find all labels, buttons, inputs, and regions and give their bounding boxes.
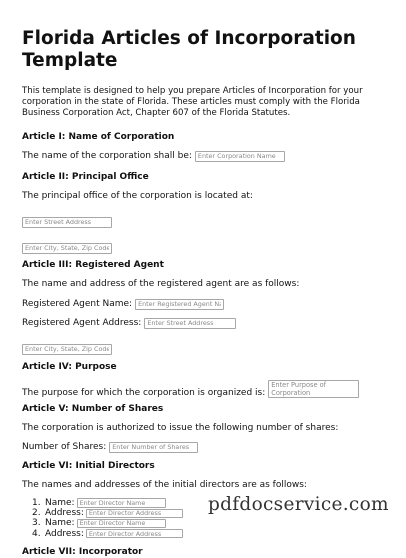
director-item-number: 2. [32,508,41,519]
director-item-number: 1. [32,498,41,509]
page-title: Florida Articles of Incorporation Template [22,28,356,71]
purpose-label: The purpose for which the corporation is organized is: [22,388,266,398]
purpose-row [22,380,384,398]
article-1-heading: Article I: Name of Corporation [22,132,175,142]
principal-street-row [22,209,384,228]
agent-name-row [22,298,384,310]
director-item-label: Name: [45,498,75,509]
corporation-name-input[interactable] [195,151,285,162]
agent-city-row [22,336,384,355]
director-1-name-input[interactable] [77,498,166,508]
article-2-text: The principal office of the corporation is located at: [22,191,253,201]
watermark: pdfdocservice.com [208,494,389,515]
director-1-address-input[interactable] [86,509,183,519]
article-7-heading: Article VII: Incorporator [22,546,143,557]
director-item-label: Address: [45,508,84,519]
shares-row [22,441,384,453]
director-item [32,529,384,539]
article-6-text: The names and addresses of the initial directors are as follows: [22,480,307,490]
corporation-name-row [22,150,384,162]
agent-address-label: Registered Agent Address: [22,318,142,328]
article-2-heading: Article II: Principal Office [22,172,149,182]
director-item-number: 3. [32,518,41,529]
principal-city-input[interactable] [22,243,112,254]
agent-name-label: Registered Agent Name: [22,299,133,309]
director-item-label: Address: [45,528,84,539]
article-3-heading: Article III: Registered Agent [22,260,164,270]
corporation-name-label: The name of the corporation shall be: [22,151,192,161]
agent-city-input[interactable] [22,344,112,355]
purpose-textarea[interactable] [268,380,359,398]
article-6-heading: Article VI: Initial Directors [22,461,155,471]
agent-name-input[interactable] [135,299,224,310]
shares-label: Number of Shares: [22,442,107,452]
agent-street-input[interactable] [144,318,236,329]
director-item-number: 4. [32,528,41,539]
agent-address-row [22,317,384,329]
shares-input[interactable] [109,442,198,453]
director-2-address-input[interactable] [86,529,183,539]
principal-street-input[interactable] [22,217,112,228]
director-2-name-input[interactable] [77,519,166,529]
article-5-text: The corporation is authorized to issue the following number of shares: [22,423,339,433]
article-4-heading: Article IV: Purpose [22,362,117,372]
intro-paragraph: This template is designed to help you prepare Articles of Incorporation for your corporation in the state of Florida. These articles must comply with the Florida Business Corporation Act, Chapter 607 of the Florida Statutes. [22,86,363,118]
article-3-text: The name and address of the registered agent are as follows: [22,279,300,289]
principal-city-row [22,235,384,254]
director-item [32,518,384,528]
director-item-label: Name: [45,518,75,529]
article-5-heading: Article V: Number of Shares [22,404,164,414]
